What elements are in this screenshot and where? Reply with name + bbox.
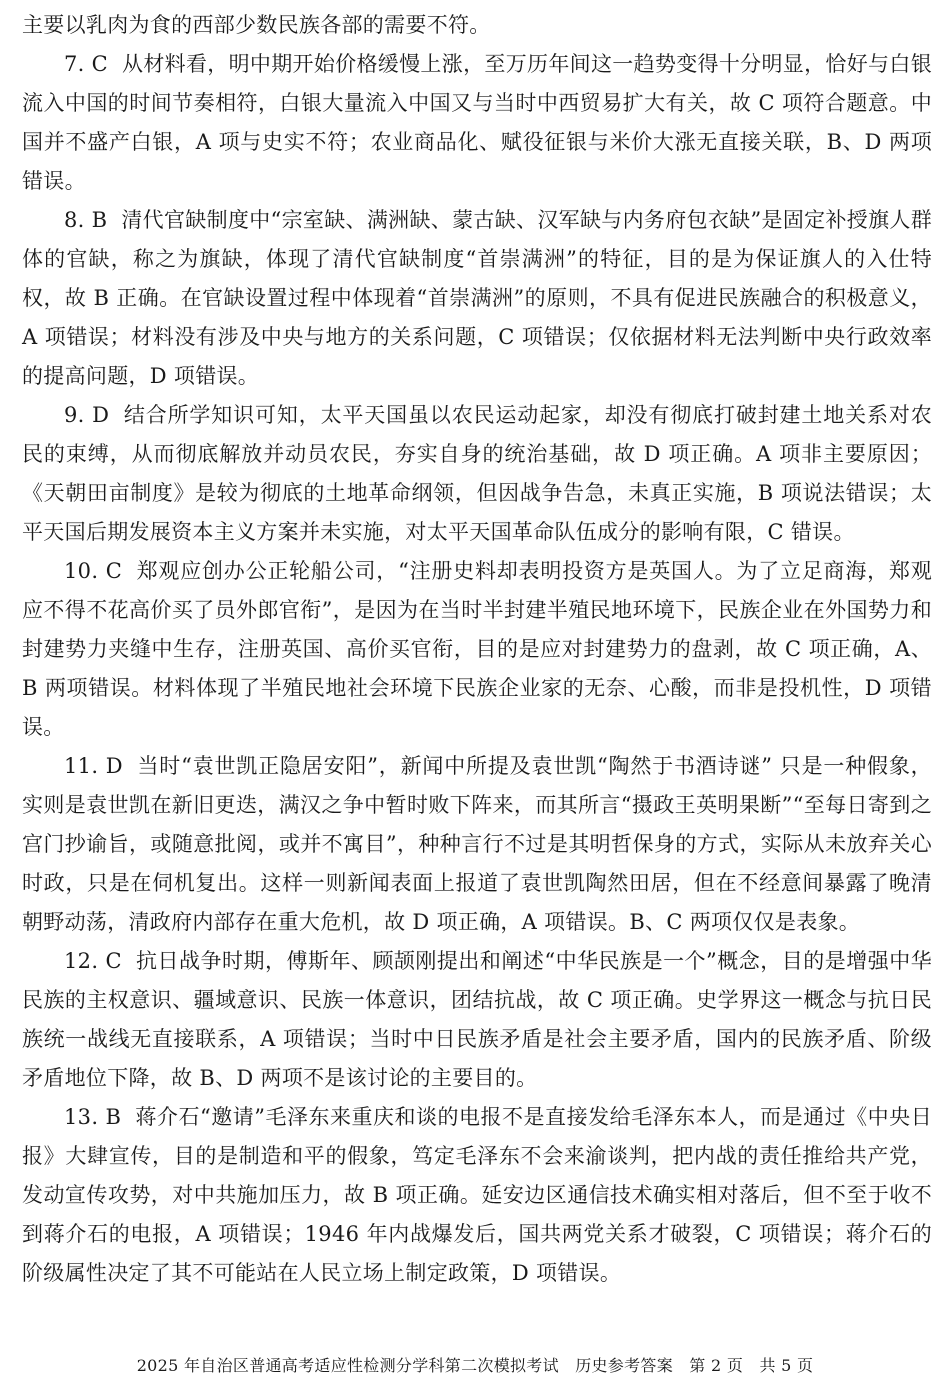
answer-8 bbox=[22, 201, 932, 396]
answer-text: 抗日战争时期，傅斯年、顾颉刚提出和阐述“中华民族是一个”概念，目的是增强中华民族的主权意识、疆域意识、民族一体意识，团结抗战，故 C 项正确。史学界这一概念与抗日民族统一战线无直接联系，A 项错误；当时中日民族矛盾是社会主要矛盾，国内的民族矛盾、阶级矛盾地位下降，故 B、D 两项不是该讨论的主要目的。 bbox=[22, 949, 933, 1090]
answer-page bbox=[22, 6, 932, 1293]
answer-13 bbox=[22, 1098, 932, 1293]
answer-text: 郑观应创办公正轮船公司，“注册史料却表明投资方是英国人。为了立足商海，郑观应不得不花高价买了员外郎官衔”，是因为在当时半封建半殖民地环境下，民族企业在外国势力和封建势力夹缝中生存，注册英国、高价买官衔，目的是应对封建势力的盘剥，故 C 项正确，A、B 两项错误。材料体现了半殖民地社会环境下民族企业家的无奈、心酸，而非是投机性，D 项错误。 bbox=[22, 559, 933, 739]
answer-number: 10. C bbox=[64, 559, 123, 583]
answer-text: 从材料看，明中期开始价格缓慢上涨，至万历年间这一趋势变得十分明显，恰好与白银流入中国的时间节奏相符，白银大量流入中国又与当时中西贸易扩大有关，故 C 项符合题意。中国并不盛产白银，A 项与史实不符；农业商品化、赋役征银与米价大涨无直接关联，B、D 两项错误。 bbox=[22, 52, 932, 193]
answer-number: 12. C bbox=[64, 949, 122, 973]
answer-text: 蒋介石“邀请”毛泽东来重庆和谈的电报不是直接发给毛泽东本人，而是通过《中央日报》大肆宣传，目的是制造和平的假象，笃定毛泽东不会来渝谈判，把内战的责任推给共产党，发动宣传攻势，对中共施加压力，故 B 项正确。延安边区通信技术确实相对落后，但不至于收不到蒋介石的电报，A 项错误；1946 年内战爆发后，国共两党关系才破裂，C 项错误；蒋介石的阶级属性决定了其不可能站在人民立场上制定政策，D 项错误。 bbox=[22, 1105, 932, 1285]
answer-7 bbox=[22, 45, 932, 201]
answer-number: 13. B bbox=[64, 1105, 122, 1129]
answer-number: 11. D bbox=[64, 754, 123, 778]
answer-text: 结合所学知识可知，太平天国虽以农民运动起家，却没有彻底打破封建土地关系对农民的束缚，从而彻底解放并动员农民，夯实自身的统治基础，故 D 项正确。A 项非主要原因；《天朝田亩制度》是较为彻底的土地革命纲领，但因战争告急，未真正实施，B 项说法错误；太平天国后期发展资本主义方案并未实施，对太平天国革命队伍成分的影响有限，C 错误。 bbox=[22, 403, 932, 544]
answer-number: 9. D bbox=[64, 403, 110, 427]
page-footer: 2025 年自治区普通高考适应性检测分学科第二次模拟考试 历史参考答案 第 2 页 共 5 页 bbox=[136, 1356, 814, 1375]
answer-11 bbox=[22, 747, 932, 942]
answer-10 bbox=[22, 552, 932, 747]
answer-9 bbox=[22, 396, 932, 552]
answer-12 bbox=[22, 942, 932, 1098]
answer-text: 清代官缺制度中“宗室缺、满洲缺、蒙古缺、汉军缺与内务府包衣缺”是固定补授旗人群体的官缺，称之为旗缺，体现了清代官缺制度“首崇满洲”的特征，目的是为保证旗人的入仕特权，故 B 正确。在官缺设置过程中体现着“首崇满洲”的原则，不具有促进民族融合的积极意义，A 项错误；材料没有涉及中央与地方的关系问题，C 项错误；仅依据材料无法判断中央行政效率的提高问题，D 项错误。 bbox=[22, 208, 932, 388]
intro-paragraph: 主要以乳肉为食的西部少数民族各部的需要不符。 bbox=[22, 13, 491, 37]
answer-number: 7. C bbox=[64, 52, 108, 76]
answer-number: 8. B bbox=[64, 208, 108, 232]
answer-text: 当时“袁世凯正隐居安阳”，新闻中所提及袁世凯“陶然于书酒诗谜” 只是一种假象，实则是袁世凯在新旧更迭，满汉之争中暂时败下阵来，而其所言“摄政王英明果断”“至每日寄到之宫门抄谕旨，或随意批阅，或并不寓目”，种种言行不过是其明哲保身的方式，实际从未放弃关心时政，只是在伺机复出。这样一则新闻表面上报道了袁世凯陶然田居，但在不经意间暴露了晚清朝野动荡，清政府内部存在重大危机，故 D 项正确，A 项错误。B、C 两项仅仅是表象。 bbox=[22, 754, 932, 934]
